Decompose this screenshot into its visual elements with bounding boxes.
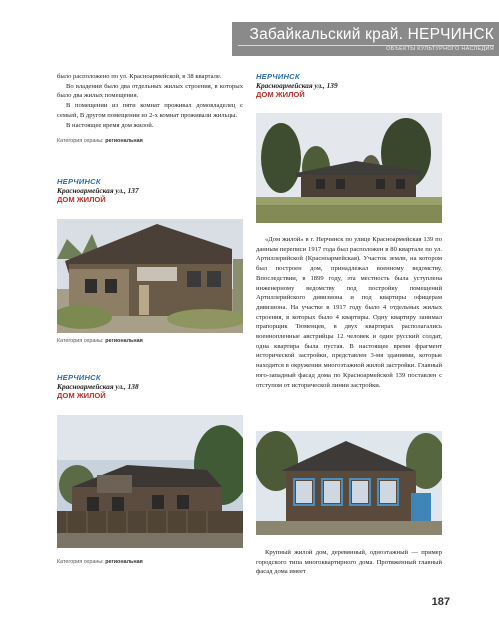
entry-138-heading [57, 373, 243, 400]
category-value: региональная [105, 138, 143, 145]
category-label: Категория охраны: [57, 559, 104, 565]
street-address: Красноармейская ул., 139 [256, 81, 338, 90]
town-name: НЕРЧИНСК [57, 177, 101, 186]
town-name: НЕРЧИНСК [57, 373, 101, 382]
street-address: Красноармейская ул., 138 [57, 382, 139, 391]
category-value: региональная [105, 559, 143, 565]
paragraph: В помещении из пяти комнат проживал домовладелец с семьей, В другом помещении из 2-х комнат проживали жильцы. [57, 102, 243, 119]
house-139-facade-photo [256, 431, 442, 535]
category-label: Категория охраны: [57, 138, 104, 145]
paragraph: В настоящее время дом жилой. [66, 121, 154, 129]
category-label: Категория охраны: [57, 338, 104, 344]
protection-category [57, 138, 243, 144]
paragraph: Во владении было два отдельных жилых строения, в которых было два жилых помещения. [57, 82, 243, 100]
entry-139-description [256, 235, 442, 390]
entry-139-heading [256, 72, 442, 99]
page-subtitle: ОБЪЕКТЫ КУЛЬТУРНОГО НАСЛЕДИЯ [386, 46, 494, 52]
street-address: Красноармейская ул., 137 [57, 186, 139, 195]
paragraph: Крупный жилой дом, деревянный, одноэтажный — пример городского типа многоквартирного дома. Протяженный главный фасад дома имеет [256, 549, 442, 576]
town-name: НЕРЧИНСК [256, 72, 300, 81]
protection-category-137 [57, 338, 243, 344]
house-139-photo [256, 113, 442, 223]
paragraph: «Дом жилой» в г. Нерчинск по улице Красноармейская 139 по данным переписи 1917 года был расположен в 80 квартале по ул. Артиллерийской (Красноармейская). Участок земли, на котором был построен дом, принадлежал военному ведомству. Впоследствии, в 1899 году, эта местность была уступлена инженерному ведомству под постройку помещений Артиллерийского дивизиона и под квартиры офицерам дивизиона. На участке в 1917 году было 4 отдельных жилых строения, в которых было 4 квартиры. Одну квартиру занимал прапорщик Тюменцев, в двух квартирах располагались военнопленные австрийцы 12 человек и один русский солдат, одна квартира была пустая. В настоящее время фрагмент исторической застройки, представлен 3-мя зданиями, которые находятся в окружении многоэтажной жилой застройки. Главный юго-западный фасад дома по Красноармейской 139 поставлен с отступом от исторической линии застройки. [256, 236, 442, 389]
bottom-right-text [256, 548, 442, 577]
category-value: региональная [105, 338, 143, 344]
left-top-text [57, 72, 243, 144]
object-type: ДОМ ЖИЛОЙ [57, 391, 106, 400]
house-137-photo [57, 219, 243, 333]
entry-137-heading [57, 177, 243, 204]
page-title: Забайкальский край. НЕРЧИНСК [249, 26, 494, 43]
object-type: ДОМ ЖИЛОЙ [256, 90, 305, 99]
protection-category-138 [57, 559, 243, 565]
house-138-photo [57, 415, 243, 548]
object-type: ДОМ ЖИЛОЙ [57, 195, 106, 204]
paragraph: было расположено по ул. Красноармейской, в 38 квартале. [57, 73, 222, 80]
page-header [232, 22, 499, 56]
page-number: 187 [431, 596, 450, 608]
